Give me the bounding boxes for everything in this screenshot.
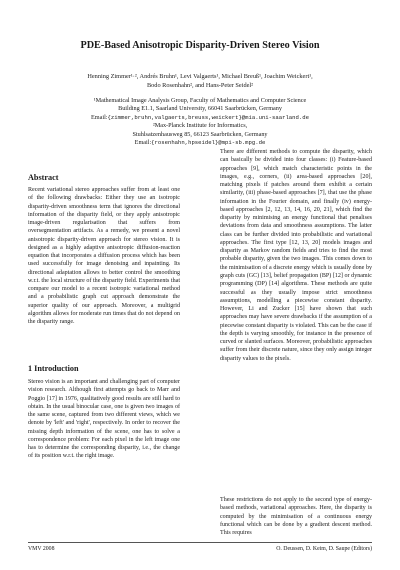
email-address-1: {zimmer,bruhn,valgaerts,breuss,weickert}@mia.uni-saarland.de [107,113,309,121]
paper-title: PDE-Based Anisotropic Disparity-Driven Stereo Vision [80,40,320,51]
author-list [40,72,360,90]
email-label: Email: [91,113,108,121]
body-paragraph-2: These restrictions do not apply to the second type of energy-based methods, variational approaches. Here, the disparity is computed by the minimisation of a continuous energy functional which can be done by a gradient descent method. This requires [220,497,372,537]
affiliation-2-line-2: Stuhlsatzenhausweg 85, 66123 Saarbrücken, Germany [132,130,268,138]
footer-divider [28,542,372,543]
introduction-heading: 1 Introduction [28,364,79,373]
affiliation-2-email [40,139,360,147]
email-label: Email: [134,139,152,147]
affiliation-1-line-1: ¹Mathematical Image Analysis Group, Faculty of Mathematics and Computer Science [93,97,307,104]
abstract-heading: Abstract [28,173,59,182]
affiliation-1-email [40,114,360,122]
affiliation-1-line-2: Building E1.1, Saarland University, 66041 Saarbrücken, Germany [118,105,282,113]
authors-line-1: Henning Zimmer¹·², Andrés Bruhn¹, Levi Valgaerts¹, Michael Breuß¹, Joachim Weickert¹, [87,73,313,80]
footer-venue: VMV 2008 [28,546,55,552]
authors-line-2: Bodo Rosenhahn², and Hans-Peter Seidel² [146,82,254,89]
affiliations [40,97,360,147]
body-paragraph-1: There are different methods to compute the disparity, which can basically be divided into four classes: (i) Feature-based approaches [9], which match characteristic points in the images, e.g., corners, (ii) area-based approaches [20], matching pixels if patches around them exhibit a certain similarity, (iii) phase-based approaches [7], that use the phase information in the Fourier domain, and finally (iv) energy-based approaches [2, 12, 13, 14, 16, 20, 21], which find the disparity by minimising an energy functional that penalises deviations from data and smoothness assumptions. The latter class can be further divided into probabilistic and variational approaches. The first type [12, 13, 20] models images and disparity as Markov random fields and tries to find the most probable disparity, given the two images. This comes down to the minimisation of a discrete energy which is usually done by graph cuts (GC) [13], belief propagation (BP) [12] or dynamic programming (DP) [14] algorithms. These methods are quite successful as they usually impose strict smoothness assumptions, modelling a piecewise constant disparity. However, Li and Zucker [15] have shown that such approaches may have severe drawbacks if the assumption of a piecewise constant disparity is violated. This can be the case if the depth is varying smoothly, for instance in the presence of curved or slanted surfaces. Moreover, probabilistic approaches suffer from their discrete nature, since they only assign integer disparity values to the pixels. [220,149,372,362]
footer-editors: O. Deussen, D. Keim, D. Saupe (Editors) [276,546,372,552]
affiliation-2-line-1: ²Max-Planck Institute for Informatics, [152,122,248,130]
introduction-text: Stereo vision is an important and challenging part of computer vision research. Although first attempts go back to Marr and Poggio [17] in 1976, qualitatively good results are still hard to obtain. In the usual binocular case, one is given two images of the same scene, captured from two different views, which we denote by 'left' and 'right', respectively. In order to recover the missing depth information of the scene, one has to solve a correspondence problem: For each pixel in the left image one has to determine the corresponding disparity, i.e., the change of its position w.r.t. the right image. [28,379,180,460]
email-address-2: {rosenhahn,hpseidel}@mpi-sb.mpg.de [151,139,266,147]
abstract-text: Recent variational stereo approaches suffer from at least one of the following drawbacks: Either they use an isotropic disparity-driven smoothness term that ignores the directional information of the disparity field, or they apply anisotropic image-driven regularisation that suffers from oversegmentation artifacts. As a remedy, we present a novel anisotropic disparity-driven approach for stereo vision. It is designed as a highly adaptive anisotropic diffusion-reaction equation that incorporates a diffusion process which has been used successfully for image denoising and inpainting. Its directional adaptation allows to better control the smoothing w.r.t. the local structure of the disparity field. Experiments that compare our model to a recent isotropic variational method and a probabilistic graph cut approach demonstrate the superior quality of our approach. Moreover, a multigrid algorithm allows for moderate run times that do not depend on the disparity range. [28,187,180,326]
